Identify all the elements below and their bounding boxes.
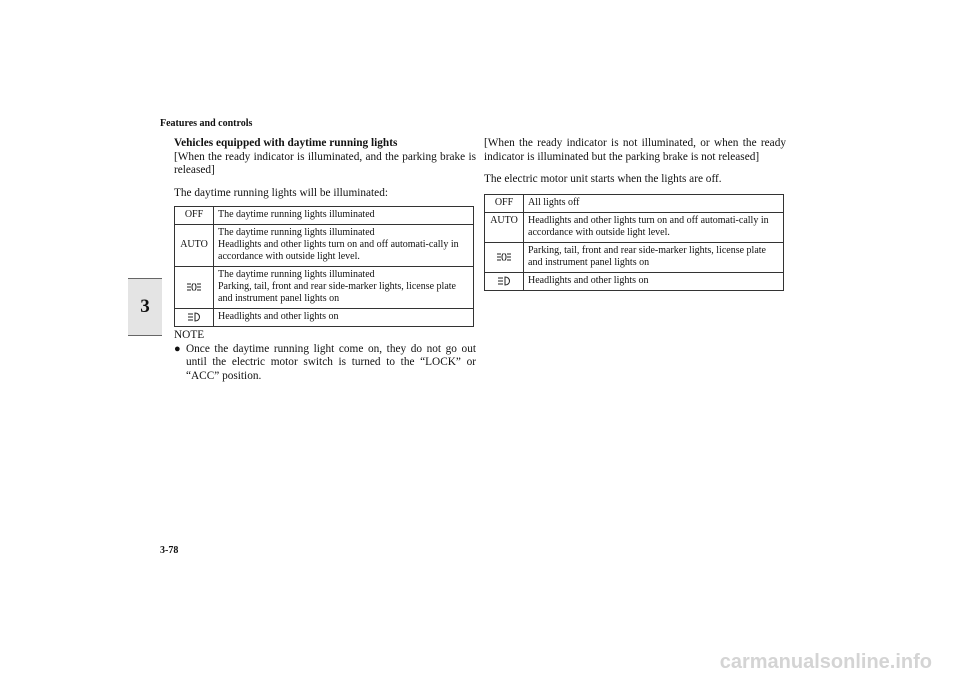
table-row <box>485 272 784 290</box>
left-intro: The daytime running lights will be illuminated: <box>174 186 388 199</box>
description-line: The daytime running lights illuminated <box>218 209 375 220</box>
description-line: Headlights and other lights turn on and off automati-cally in accordance with outside light level. <box>528 214 769 238</box>
table-row <box>175 267 474 309</box>
switch-position-off: OFF <box>175 207 214 225</box>
description-line: The daytime running lights illuminated <box>218 269 375 280</box>
table-row <box>485 212 784 242</box>
description-line: Headlights and other lights on <box>218 311 339 322</box>
description-line: All lights off <box>528 196 580 208</box>
parking-light-icon <box>485 242 524 272</box>
description-line: Headlights and other lights on <box>528 274 649 286</box>
chapter-number: 3 <box>140 296 150 317</box>
description-line: Parking, tail, front and rear side-marker lights, license plate and instrument panel lights on <box>528 244 766 268</box>
note-label: NOTE <box>174 329 205 341</box>
section-heading: Vehicles equipped with daytime running lights <box>174 137 398 149</box>
switch-position-auto: AUTO <box>175 225 214 267</box>
table-row <box>175 207 474 225</box>
table-row <box>485 242 784 272</box>
left-column <box>174 137 476 383</box>
left-lights-table <box>174 206 474 327</box>
position-description <box>214 225 474 267</box>
position-description <box>524 212 784 242</box>
table-row <box>485 194 784 212</box>
position-description <box>524 194 784 212</box>
chapter-tab <box>128 278 162 336</box>
position-description <box>524 242 784 272</box>
description-line: The daytime running lights illuminated <box>218 227 375 238</box>
right-lights-table <box>484 194 784 291</box>
headlight-icon <box>485 272 524 290</box>
description-line: Parking, tail, front and rear side-marker lights, license plate and instrument panel lights on <box>218 281 456 304</box>
right-column <box>484 137 786 291</box>
switch-position-off: OFF <box>485 194 524 212</box>
note-text: Once the daytime running light come on, they do not go out until the electric motor switch is turned to the “LOCK” or “ACC” position. <box>186 342 476 382</box>
section-title: Features and controls <box>160 118 253 129</box>
right-condition: [When the ready indicator is not illuminated, or when the ready indicator is illuminated but the parking brake is not released] <box>484 137 786 163</box>
position-description <box>214 207 474 225</box>
switch-position-auto: AUTO <box>485 212 524 242</box>
watermark: carmanualsonline.info <box>719 651 932 673</box>
parking-light-icon <box>175 267 214 309</box>
left-condition: [When the ready indicator is illuminated, and the parking brake is released] <box>174 150 476 176</box>
page-number: 3-78 <box>160 545 179 556</box>
headlight-icon <box>175 309 214 327</box>
description-line: Headlights and other lights turn on and off automati-cally in accordance with outside light level. <box>218 239 459 262</box>
note-item <box>174 343 476 384</box>
position-description <box>214 267 474 309</box>
right-intro: The electric motor unit starts when the lights are off. <box>484 173 722 185</box>
position-description <box>214 309 474 327</box>
position-description <box>524 272 784 290</box>
table-row <box>175 309 474 327</box>
table-row <box>175 225 474 267</box>
bullet-icon: ● <box>174 342 181 355</box>
